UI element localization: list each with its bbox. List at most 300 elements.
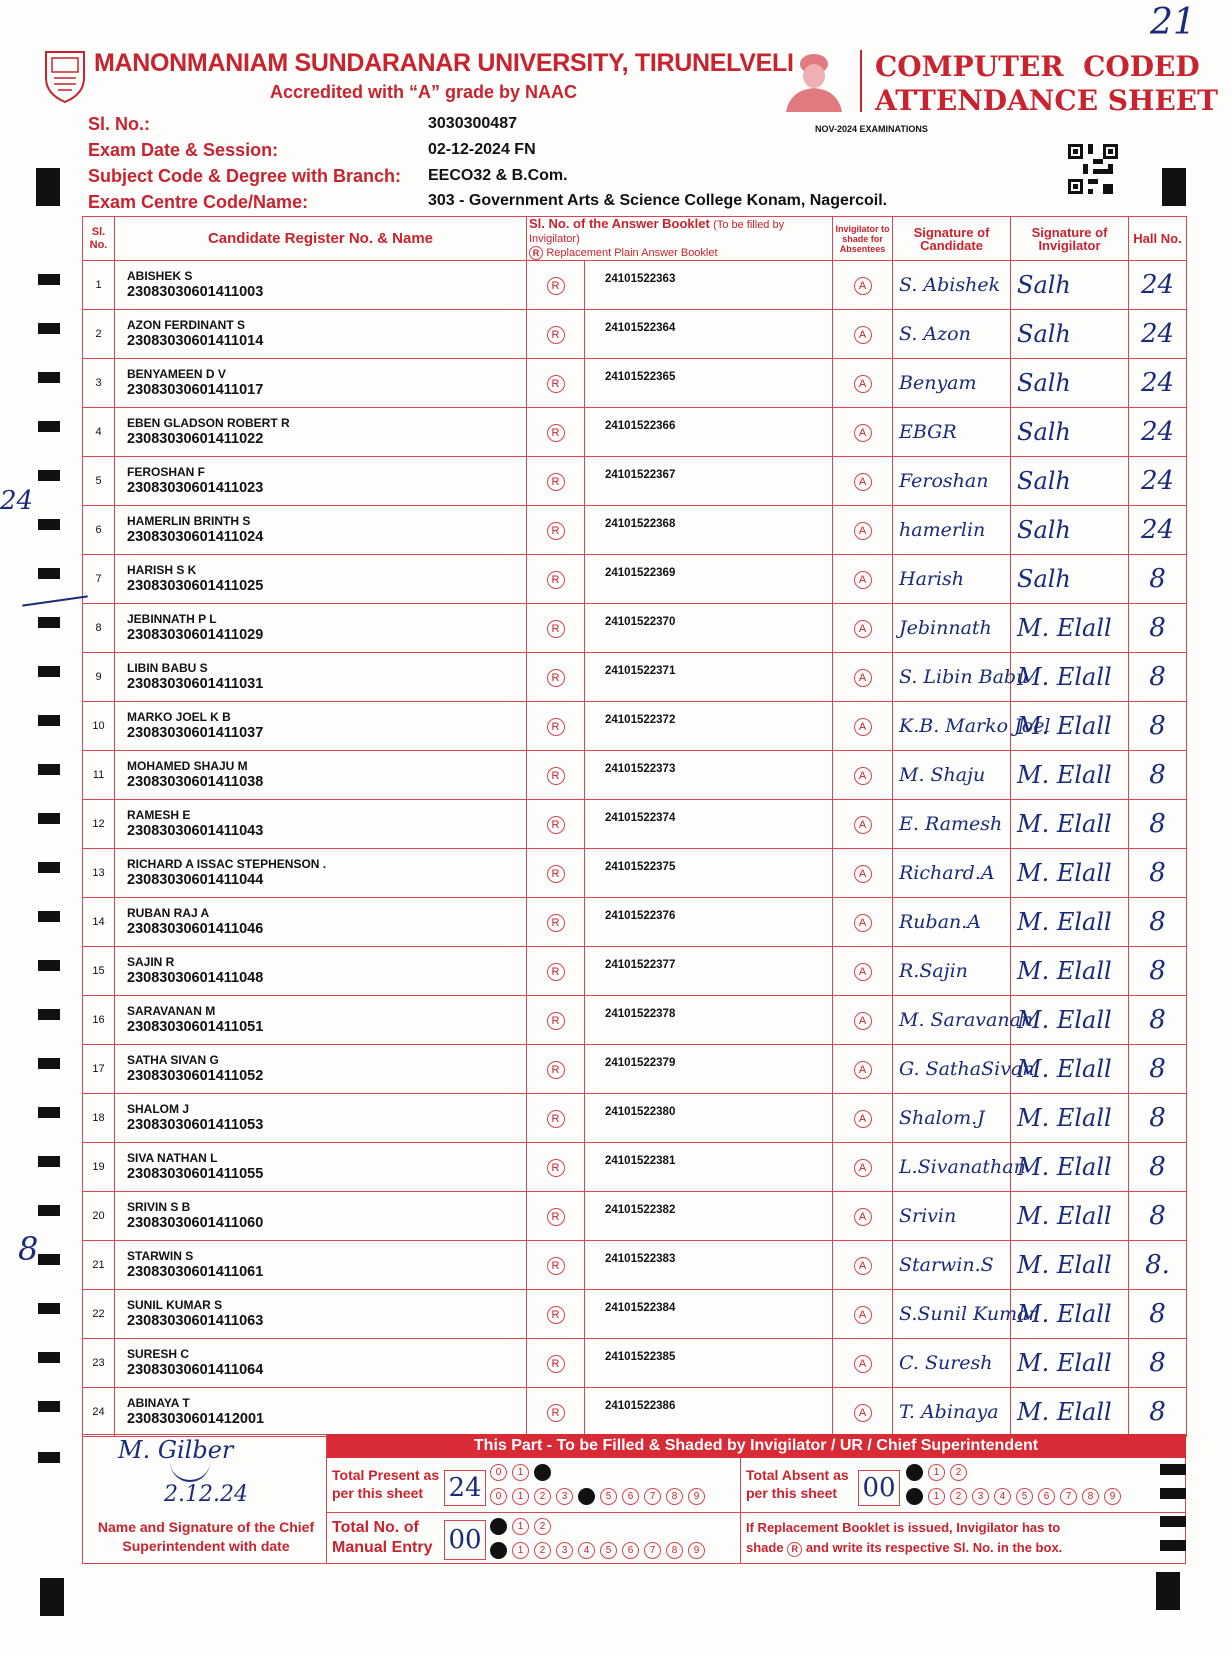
hall-no: 24	[1129, 359, 1187, 408]
candidate-signature: Feroshan	[893, 457, 1011, 506]
booklet-cell	[585, 408, 833, 457]
booklet-cell	[585, 261, 833, 310]
header-booklet-sub: Replacement Plain Answer Booklet	[546, 247, 718, 259]
digit-bubble[interactable]: 6	[1038, 1488, 1055, 1505]
header-candidate: Candidate Register No. & Name	[115, 217, 527, 261]
hall-no: 8	[1129, 996, 1187, 1045]
candidate-name: JEBINNATH P L	[127, 612, 217, 626]
register-no: 23083030601411022	[127, 431, 264, 447]
replacement-note-c: and write its respective Sl. No. in the box.	[805, 1540, 1063, 1555]
sl-no-value: 3030300487	[428, 115, 517, 132]
candidate-name: SRIVIN S B	[127, 1200, 191, 1214]
register-no: 23083030601411048	[127, 970, 264, 986]
row-sl: 17	[83, 1045, 115, 1094]
digit-bubble[interactable]: 9	[688, 1542, 705, 1559]
digit-bubble[interactable]: 0	[906, 1464, 923, 1481]
absent-bubble[interactable]: A	[854, 1110, 872, 1128]
manual-entry-label: Total No. of Manual Entry	[332, 1519, 433, 1556]
digit-bubble[interactable]: 1	[512, 1542, 529, 1559]
booklet-cell	[585, 702, 833, 751]
registration-mark-bottom-right	[1156, 1572, 1180, 1610]
replacement-bubble[interactable]: R	[547, 816, 565, 834]
header-hall: Hall No.	[1129, 217, 1187, 261]
footer-divider-v	[326, 1434, 327, 1564]
digit-bubble[interactable]: 2	[534, 1488, 551, 1505]
footer-mark-2	[1160, 1488, 1186, 1499]
digit-bubble[interactable]: 7	[1060, 1488, 1077, 1505]
replacement-bubble[interactable]: R	[547, 1208, 565, 1226]
candidate-signature: C. Suresh	[893, 1339, 1011, 1388]
register-no: 23083030601411052	[127, 1068, 264, 1084]
digit-bubble[interactable]: 0	[906, 1488, 923, 1505]
absent-bubble[interactable]: A	[854, 816, 872, 834]
absent-cell	[833, 947, 893, 996]
replacement-cell	[527, 555, 585, 604]
replacement-bubble[interactable]: R	[547, 914, 565, 932]
table-row	[83, 1241, 1187, 1290]
replacement-bubble[interactable]: R	[547, 424, 565, 442]
booklet-cell	[585, 506, 833, 555]
row-sl: 19	[83, 1143, 115, 1192]
university-name: MANONMANIAM SUNDARANAR UNIVERSITY, TIRUNELVELI	[94, 49, 794, 77]
row-sl: 5	[83, 457, 115, 506]
replacement-bubble[interactable]: R	[547, 277, 565, 295]
invigilator-signature: M. Elall	[1011, 898, 1129, 947]
absent-bubble[interactable]: A	[854, 914, 872, 932]
manual-entry-box[interactable]: 00	[444, 1520, 486, 1560]
table-row	[83, 1143, 1187, 1192]
timing-mark	[38, 1401, 60, 1412]
digit-bubble[interactable]: 1	[512, 1464, 529, 1481]
replacement-bubble[interactable]: R	[547, 1061, 565, 1079]
replacement-cell	[527, 800, 585, 849]
register-no: 23083030601411025	[127, 578, 264, 594]
absent-bubble[interactable]: A	[854, 1306, 872, 1324]
digit-bubble[interactable]: 4	[578, 1542, 595, 1559]
replacement-bubble[interactable]: R	[547, 326, 565, 344]
invigilator-signature: M. Elall	[1011, 996, 1129, 1045]
digit-bubble[interactable]: 0	[490, 1542, 507, 1559]
digit-bubble[interactable]: 9	[1104, 1488, 1121, 1505]
booklet-cell	[585, 1241, 833, 1290]
digit-bubble[interactable]: 3	[556, 1542, 573, 1559]
booklet-no: 24101522375	[605, 861, 676, 873]
table-row	[83, 996, 1187, 1045]
invigilator-signature: M. Elall	[1011, 800, 1129, 849]
absent-bubble[interactable]: A	[854, 473, 872, 491]
booklet-no: 24101522364	[605, 322, 676, 334]
invigilator-signature: Salh	[1011, 261, 1129, 310]
row-sl: 12	[83, 800, 115, 849]
absent-bubble[interactable]: A	[854, 963, 872, 981]
row-sl: 7	[83, 555, 115, 604]
digit-bubble[interactable]: 6	[622, 1542, 639, 1559]
replacement-cell	[527, 506, 585, 555]
absent-cell	[833, 996, 893, 1045]
candidate-signature: EBGR	[893, 408, 1011, 457]
invigilator-signature: Salh	[1011, 457, 1129, 506]
hall-no: 24	[1129, 457, 1187, 506]
hall-no: 8	[1129, 1045, 1187, 1094]
absent-bubble[interactable]: A	[854, 1404, 872, 1422]
chief-sign-date: 2.12.24	[164, 1482, 248, 1507]
candidate-name: SURESH C	[127, 1347, 190, 1361]
timing-mark	[38, 323, 60, 334]
replacement-cell	[527, 310, 585, 359]
row-sl: 11	[83, 751, 115, 800]
replacement-bubble[interactable]: R	[547, 522, 565, 540]
replacement-bubble[interactable]: R	[547, 865, 565, 883]
booklet-cell	[585, 457, 833, 506]
replacement-cell	[527, 261, 585, 310]
table-row	[83, 555, 1187, 604]
absent-cell	[833, 310, 893, 359]
booklet-no: 24101522367	[605, 469, 676, 481]
absent-bubble[interactable]: A	[854, 1012, 872, 1030]
footer-mark-3	[1160, 1516, 1186, 1527]
candidate-name: SUNIL KUMAR S	[127, 1298, 223, 1312]
replacement-cell	[527, 947, 585, 996]
replacement-cell	[527, 1045, 585, 1094]
hall-no: 24	[1129, 408, 1187, 457]
register-no: 23083030601412001	[127, 1411, 265, 1427]
timing-mark	[38, 568, 60, 579]
booklet-no: 24101522370	[605, 616, 676, 628]
qr-code	[1068, 144, 1118, 194]
row-sl: 8	[83, 604, 115, 653]
candidate-cell	[115, 849, 527, 898]
candidate-name: RUBAN RAJ A	[127, 906, 210, 920]
table-row	[83, 1045, 1187, 1094]
replacement-cell	[527, 359, 585, 408]
candidate-cell	[115, 1290, 527, 1339]
replacement-cell	[527, 457, 585, 506]
timing-mark	[38, 372, 60, 383]
booklet-no: 24101522383	[605, 1253, 676, 1265]
candidate-cell	[115, 555, 527, 604]
candidate-name: SAJIN R	[127, 955, 175, 969]
booklet-no: 24101522385	[605, 1351, 676, 1363]
replacement-cell	[527, 1094, 585, 1143]
digit-bubble[interactable]: 3	[972, 1488, 989, 1505]
digit-bubble[interactable]: 0	[490, 1464, 507, 1481]
timing-mark	[38, 470, 60, 481]
digit-bubble[interactable]: 3	[556, 1488, 573, 1505]
digit-bubble[interactable]: 5	[600, 1542, 617, 1559]
replacement-bubble[interactable]: R	[547, 963, 565, 981]
table-row	[83, 1290, 1187, 1339]
replacement-note	[746, 1518, 1176, 1558]
absent-bubble[interactable]: A	[854, 326, 872, 344]
register-no: 23083030601411031	[127, 676, 264, 692]
total-present-box[interactable]: 24	[444, 1470, 486, 1506]
digit-bubble[interactable]: 1	[512, 1518, 529, 1535]
digit-bubble[interactable]: 7	[644, 1542, 661, 1559]
absent-cell	[833, 702, 893, 751]
replacement-bubble[interactable]: R	[547, 1355, 565, 1373]
candidate-name: SARAVANAN M	[127, 1004, 216, 1018]
candidate-signature: S. Libin Babu	[893, 653, 1011, 702]
replacement-cell	[527, 1388, 585, 1437]
footer-divider-h	[326, 1512, 1186, 1513]
booklet-no: 24101522381	[605, 1155, 676, 1167]
candidate-cell	[115, 604, 527, 653]
row-sl: 21	[83, 1241, 115, 1290]
row-sl: 15	[83, 947, 115, 996]
booklet-cell	[585, 1143, 833, 1192]
absent-cell	[833, 1388, 893, 1437]
absent-bubble[interactable]: A	[854, 1159, 872, 1177]
replacement-note-b: shade	[746, 1540, 784, 1555]
row-sl: 23	[83, 1339, 115, 1388]
digit-bubble[interactable]: 8	[666, 1542, 683, 1559]
booklet-no: 24101522369	[605, 567, 676, 579]
replacement-cell	[527, 653, 585, 702]
header-absentee: Invigilator to shade for Absentees	[833, 217, 893, 261]
margin-note-24: 24	[0, 486, 34, 516]
hall-no: 8	[1129, 1192, 1187, 1241]
replacement-bubble[interactable]: R	[547, 375, 565, 393]
candidate-cell	[115, 751, 527, 800]
candidate-name: SIVA NATHAN L	[127, 1151, 218, 1165]
timing-mark	[38, 519, 60, 530]
invigilator-signature: M. Elall	[1011, 653, 1129, 702]
digit-bubble[interactable]: 5	[600, 1488, 617, 1505]
table-row	[83, 1339, 1187, 1388]
hall-no: 8	[1129, 702, 1187, 751]
booklet-cell	[585, 947, 833, 996]
replacement-cell	[527, 751, 585, 800]
replacement-bubble[interactable]: R	[547, 1306, 565, 1324]
absent-bubble[interactable]: A	[854, 767, 872, 785]
timing-mark	[38, 715, 60, 726]
invigilator-signature: Salh	[1011, 408, 1129, 457]
booklet-no: 24101522386	[605, 1400, 676, 1412]
register-no: 23083030601411023	[127, 480, 264, 496]
digit-bubble[interactable]: 9	[688, 1488, 705, 1505]
digit-bubble[interactable]: 8	[666, 1488, 683, 1505]
replacement-cell	[527, 408, 585, 457]
candidate-signature: S.Sunil Kumar	[893, 1290, 1011, 1339]
absent-bubble[interactable]: A	[854, 1355, 872, 1373]
digit-bubble[interactable]: 4	[994, 1488, 1011, 1505]
absent-bubble[interactable]: A	[854, 571, 872, 589]
chief-signature: M. Gilber	[118, 1436, 234, 1464]
hall-no: 8	[1129, 1290, 1187, 1339]
header-booklet	[527, 217, 833, 261]
replacement-bubble[interactable]: R	[547, 571, 565, 589]
digit-bubble[interactable]: 2	[534, 1518, 551, 1535]
digit-bubble[interactable]: 8	[1082, 1488, 1099, 1505]
absent-bubble[interactable]: A	[854, 1257, 872, 1275]
header-sig-candidate: Signature of Candidate	[893, 217, 1011, 261]
absent-cell	[833, 1241, 893, 1290]
row-sl: 3	[83, 359, 115, 408]
booklet-cell	[585, 849, 833, 898]
digit-bubble[interactable]: 1	[928, 1488, 945, 1505]
candidate-cell	[115, 947, 527, 996]
booklet-no: 24101522368	[605, 518, 676, 530]
digit-bubble[interactable]: 1	[928, 1464, 945, 1481]
replacement-bubble[interactable]: R	[547, 1110, 565, 1128]
candidate-signature: M. Shaju	[893, 751, 1011, 800]
candidate-name: HAMERLIN BRINTH S	[127, 514, 251, 528]
candidate-name: ABINAYA T	[127, 1396, 190, 1410]
booklet-no: 24101522371	[605, 665, 676, 677]
candidate-signature: S. Azon	[893, 310, 1011, 359]
replacement-bubble[interactable]: R	[547, 620, 565, 638]
candidate-name: MARKO JOEL K B	[127, 710, 231, 724]
candidate-cell	[115, 506, 527, 555]
footer-mark-1	[1160, 1464, 1186, 1475]
replacement-cell	[527, 996, 585, 1045]
row-sl: 14	[83, 898, 115, 947]
hall-no: 24	[1129, 506, 1187, 555]
booklet-cell	[585, 1094, 833, 1143]
digit-bubble[interactable]: 2	[950, 1488, 967, 1505]
booklet-cell	[585, 359, 833, 408]
absent-bubble[interactable]: A	[854, 1061, 872, 1079]
invigilator-signature: M. Elall	[1011, 1290, 1129, 1339]
candidate-signature: Starwin.S	[893, 1241, 1011, 1290]
timing-mark	[38, 421, 60, 432]
absent-bubble[interactable]: A	[854, 718, 872, 736]
candidate-signature: Jebinnath	[893, 604, 1011, 653]
timing-mark	[38, 274, 60, 285]
founder-portrait	[780, 46, 848, 112]
timing-mark	[38, 862, 60, 873]
candidate-cell	[115, 898, 527, 947]
register-no: 23083030601411063	[127, 1313, 264, 1329]
absent-bubble[interactable]: A	[854, 1208, 872, 1226]
absent-bubble[interactable]: A	[854, 669, 872, 687]
booklet-cell	[585, 996, 833, 1045]
hall-no: 8	[1129, 1339, 1187, 1388]
digit-bubble[interactable]: 2	[534, 1542, 551, 1559]
candidate-name: BENYAMEEN D V	[127, 367, 226, 381]
registration-mark-top-left	[36, 168, 60, 206]
candidate-signature: S. Abishek	[893, 261, 1011, 310]
digit-bubble[interactable]: 0	[490, 1518, 507, 1535]
absent-bubble[interactable]: A	[854, 277, 872, 295]
candidate-name: SHALOM J	[127, 1102, 190, 1116]
total-present-label: Total Present as per this sheet	[332, 1467, 440, 1501]
total-absent-box[interactable]: 00	[858, 1470, 900, 1506]
booklet-no: 24101522363	[605, 273, 676, 285]
replacement-bubble[interactable]: R	[547, 767, 565, 785]
replacement-bubble[interactable]: R	[547, 718, 565, 736]
replacement-bubble[interactable]: R	[547, 669, 565, 687]
absent-cell	[833, 849, 893, 898]
booklet-no: 24101522379	[605, 1057, 676, 1069]
absent-cell	[833, 408, 893, 457]
table-row	[83, 1192, 1187, 1241]
register-no: 23083030601411003	[127, 284, 264, 300]
invigilator-signature: Salh	[1011, 555, 1129, 604]
digit-bubble[interactable]: 0	[490, 1488, 507, 1505]
table-row	[83, 1388, 1187, 1437]
absent-cell	[833, 800, 893, 849]
absent-bubble[interactable]: A	[854, 375, 872, 393]
booklet-cell	[585, 555, 833, 604]
register-no: 23083030601411060	[127, 1215, 264, 1231]
exam-date-label: Exam Date & Session:	[88, 140, 279, 160]
absent-bubble[interactable]: A	[854, 522, 872, 540]
booklet-cell	[585, 653, 833, 702]
timing-mark	[38, 617, 60, 628]
table-row	[83, 653, 1187, 702]
hall-no: 8	[1129, 1388, 1187, 1437]
absent-bubble[interactable]: A	[854, 424, 872, 442]
footer-banner: This Part - To be Filled & Shaded by Invigilator / UR / Chief Superintendent	[326, 1434, 1186, 1458]
row-sl: 10	[83, 702, 115, 751]
row-sl: 6	[83, 506, 115, 555]
digit-bubble[interactable]: 2	[534, 1464, 551, 1481]
digit-bubble[interactable]: 6	[622, 1488, 639, 1505]
exam-period: NOV-2024 EXAMINATIONS	[815, 124, 928, 134]
table-row	[83, 1094, 1187, 1143]
timing-mark	[38, 960, 60, 971]
digit-bubble[interactable]: 4	[578, 1488, 595, 1505]
title-divider	[860, 50, 862, 112]
timing-mark	[38, 1009, 60, 1020]
corner-note: 21	[1150, 2, 1196, 43]
candidate-name: EBEN GLADSON ROBERT R	[127, 416, 290, 430]
replacement-bubble[interactable]: R	[547, 1257, 565, 1275]
digit-bubble[interactable]: 2	[950, 1464, 967, 1481]
row-sl: 24	[83, 1388, 115, 1437]
hall-no: 8.	[1129, 1241, 1187, 1290]
absent-bubble[interactable]: A	[854, 620, 872, 638]
digit-bubble[interactable]: 5	[1016, 1488, 1033, 1505]
timing-mark	[38, 1352, 60, 1363]
timing-mark	[38, 666, 60, 677]
candidate-cell	[115, 1388, 527, 1437]
invigilator-signature: M. Elall	[1011, 1045, 1129, 1094]
invigilator-signature: M. Elall	[1011, 947, 1129, 996]
booklet-no: 24101522376	[605, 910, 676, 922]
booklet-no: 24101522378	[605, 1008, 676, 1020]
absent-cell	[833, 653, 893, 702]
candidate-cell	[115, 408, 527, 457]
invigilator-signature: Salh	[1011, 359, 1129, 408]
replacement-bubble[interactable]: R	[547, 1159, 565, 1177]
candidate-name: HARISH S K	[127, 563, 197, 577]
table-row	[83, 604, 1187, 653]
absent-bubble[interactable]: A	[854, 865, 872, 883]
manual-units-bubbles	[490, 1540, 710, 1559]
booklet-no: 24101522365	[605, 371, 676, 383]
replacement-bubble[interactable]: R	[547, 1012, 565, 1030]
replacement-bubble[interactable]: R	[547, 1404, 565, 1422]
candidate-name: AZON FERDINANT S	[127, 318, 245, 332]
row-sl: 22	[83, 1290, 115, 1339]
table-row	[83, 947, 1187, 996]
digit-bubble[interactable]: 7	[644, 1488, 661, 1505]
candidate-signature: R.Sajin	[893, 947, 1011, 996]
hall-no: 8	[1129, 1143, 1187, 1192]
digit-bubble[interactable]: 1	[512, 1488, 529, 1505]
table-row	[83, 849, 1187, 898]
table-row	[83, 506, 1187, 555]
present-tens-bubbles	[490, 1462, 556, 1481]
replacement-bubble[interactable]: R	[547, 473, 565, 491]
replacement-note-symbol: R	[787, 1542, 802, 1557]
booklet-no: 24101522372	[605, 714, 676, 726]
chief-label: Name and Signature of the Chief Superintendent with date	[97, 1519, 315, 1554]
hall-no: 8	[1129, 898, 1187, 947]
hall-no: 8	[1129, 947, 1187, 996]
